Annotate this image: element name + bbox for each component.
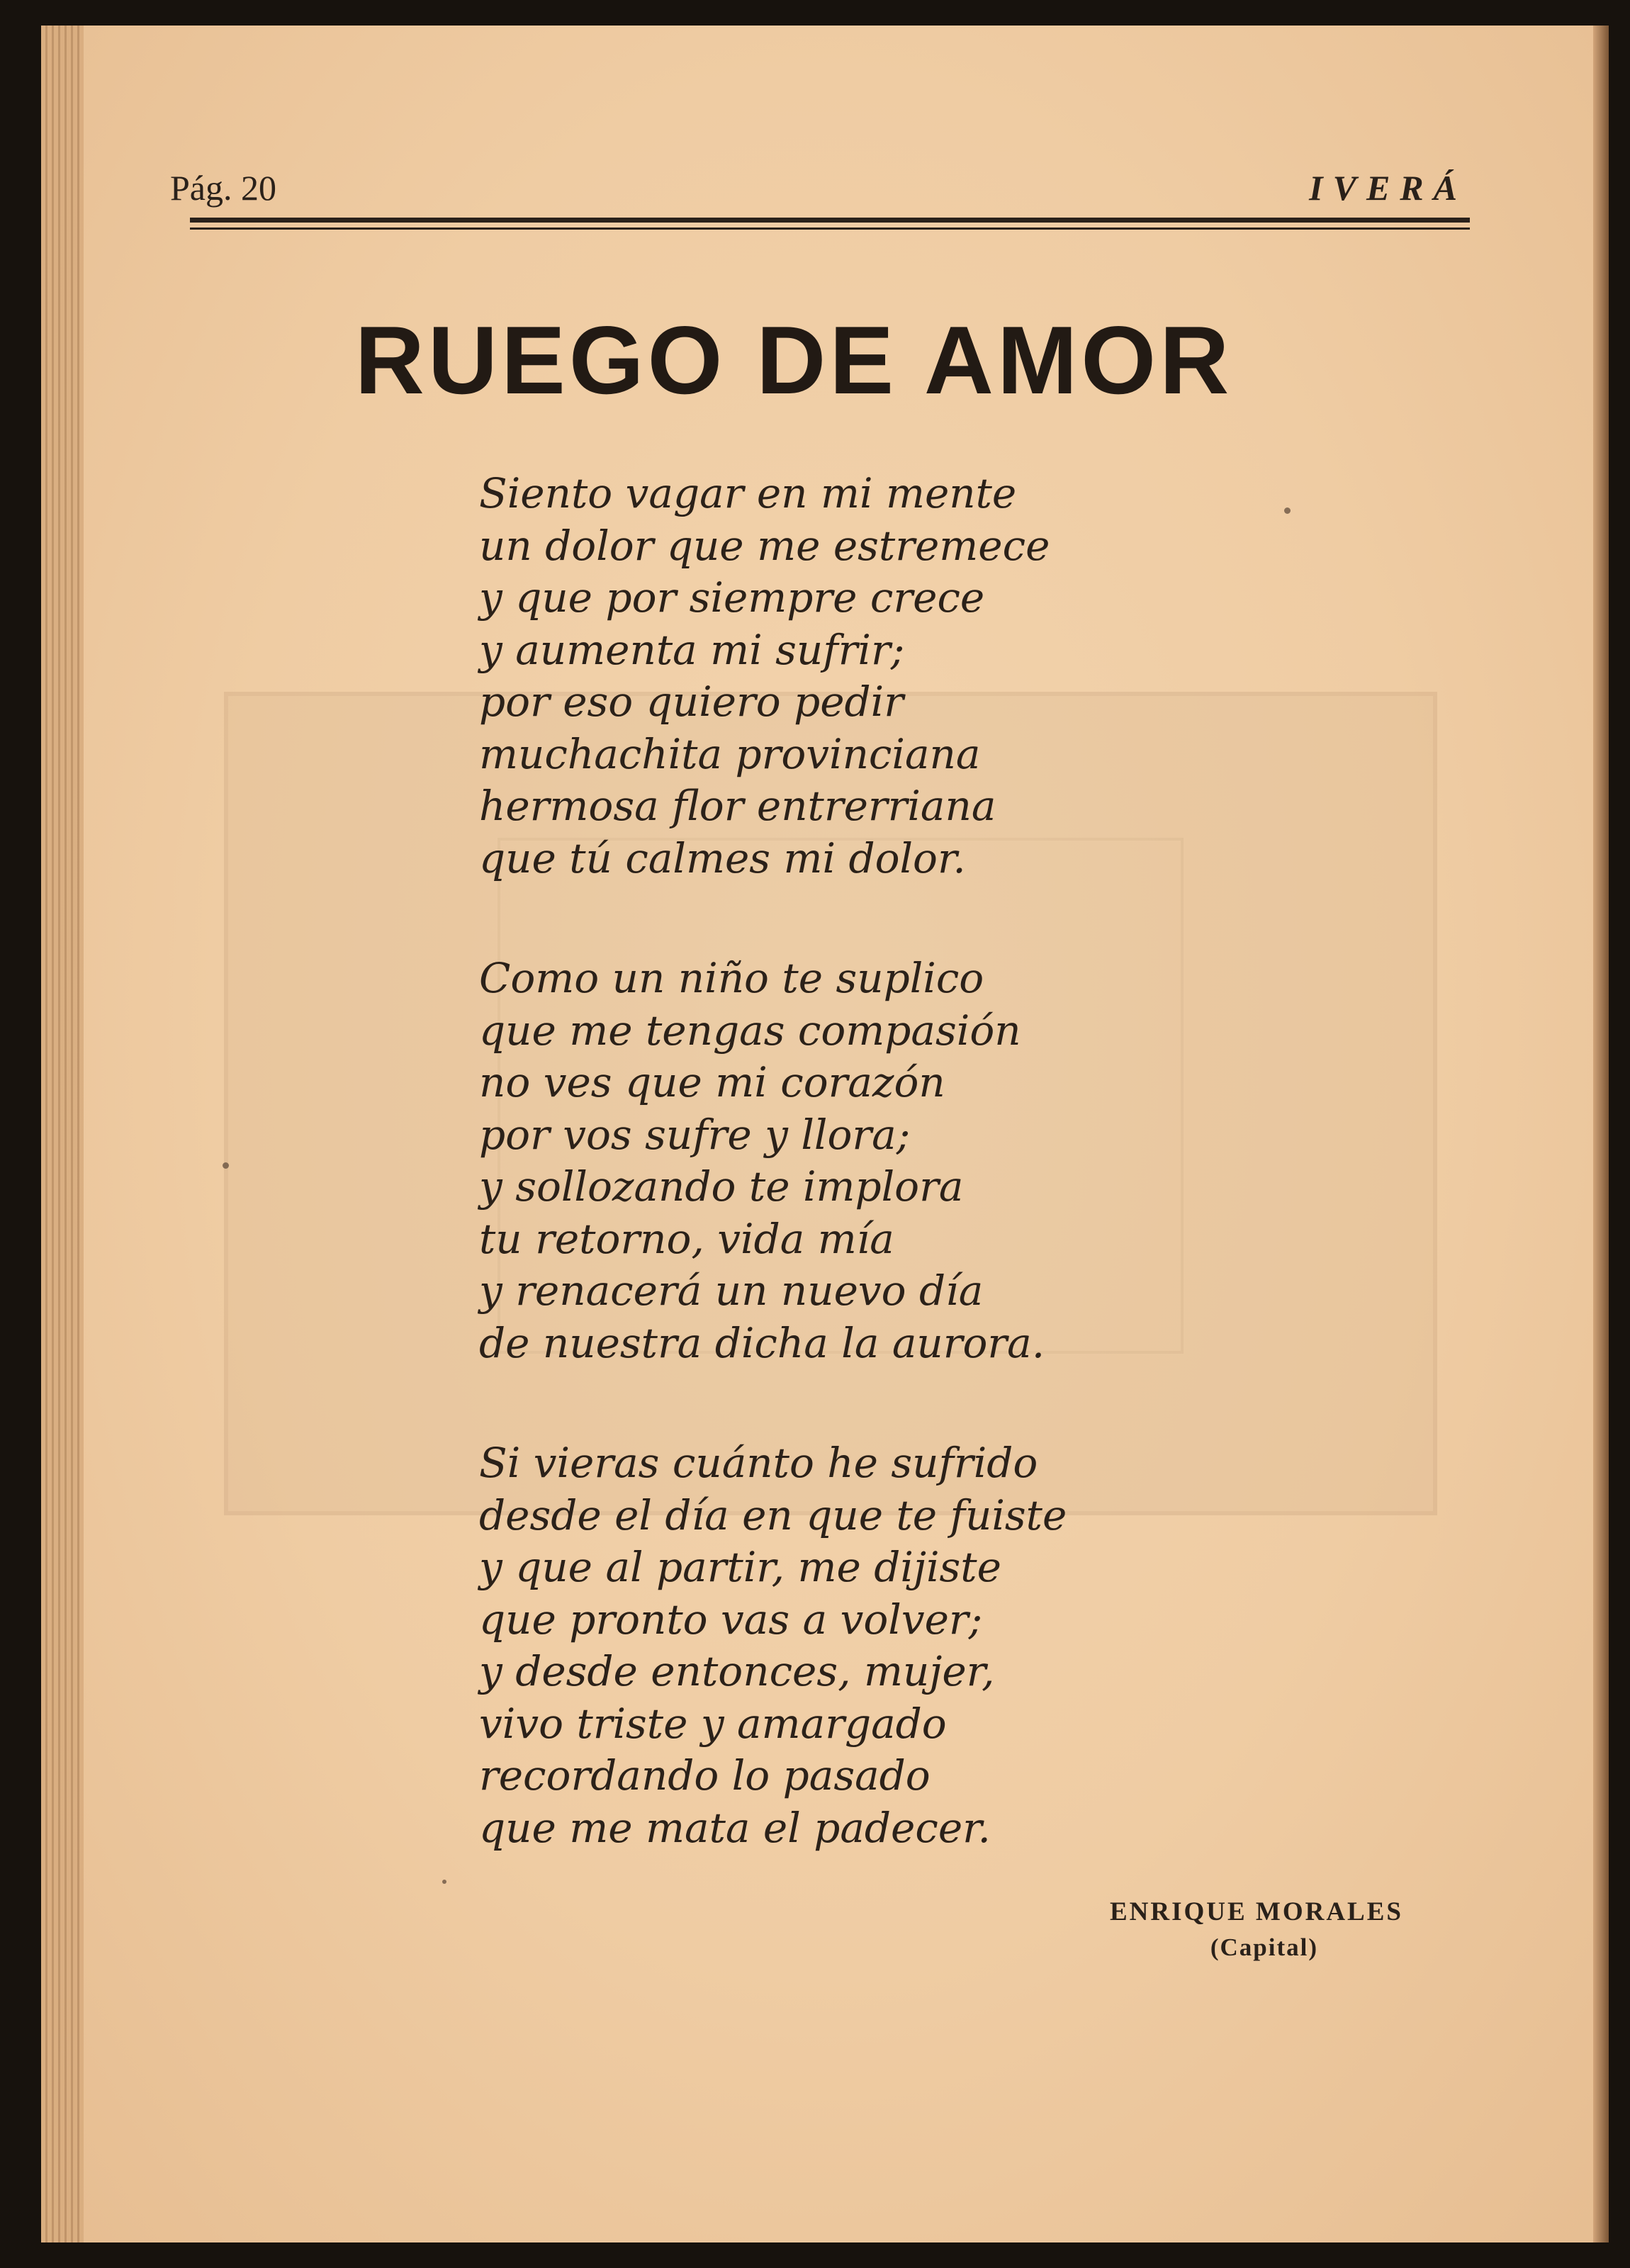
poem-line: un dolor que me estremece [479,521,1050,570]
paper-speck [442,1880,446,1884]
poem-line: que me mata el padecer. [479,1803,991,1852]
poem-title: RUEGO DE AMOR [354,306,1233,414]
poem-line: muchachita provinciana [479,729,981,778]
poem-line: Si vieras cuánto he sufrido [479,1439,1038,1487]
magazine-name: IVERÁ [1309,168,1467,208]
poem-line: por eso quiero pedir [479,678,904,726]
stanza-2 [479,953,1400,1369]
poem-body [479,468,1400,1922]
poem-line: de nuestra dicha la aurora. [479,1318,1045,1367]
poem-line: que pronto vas a volver; [479,1595,983,1644]
author-signature: ENRIQUE MORALES [1109,1897,1403,1926]
page-right-edge [1593,26,1609,2242]
stanza-1 [479,468,1400,885]
paper-speck [223,1162,229,1169]
stanza-3 [479,1437,1400,1854]
poem-line: y aumenta mi sufrir; [479,625,905,674]
poem-line: Como un niño te suplico [479,954,984,1002]
page-header [170,167,1467,210]
poem-line: no ves que mi corazón [479,1058,945,1106]
poem-line: y que por siempre crece [479,573,985,622]
poem-line: y desde entonces, mujer, [479,1647,995,1695]
poem-line: tu retorno, vida mía [479,1214,894,1263]
poem-line: que tú calmes mi dolor. [479,833,966,882]
page-number: Pág. 20 [170,168,276,208]
poem-line: por vos sufre y llora; [479,1110,911,1159]
poem-line: vivo triste y amargado [479,1699,947,1748]
poem-line: recordando lo pasado [479,1751,931,1800]
poem-line: hermosa flor entrerriana [479,782,996,830]
header-rule-thick [190,218,1470,223]
poem-line: y que al partir, me dijiste [479,1543,1001,1591]
poem-line: que me tengas compasión [479,1006,1021,1055]
poem-line: y sollozando te implora [479,1162,964,1211]
author-origin: (Capital) [1210,1933,1318,1961]
page-stack-edges [41,26,84,2242]
poem-line: y renacerá un nuevo día [479,1267,984,1315]
poem-line: Siento vagar en mi mente [479,469,1017,517]
header-rule-thin [190,228,1470,230]
poem-line: desde el día en que te fuiste [479,1491,1067,1539]
